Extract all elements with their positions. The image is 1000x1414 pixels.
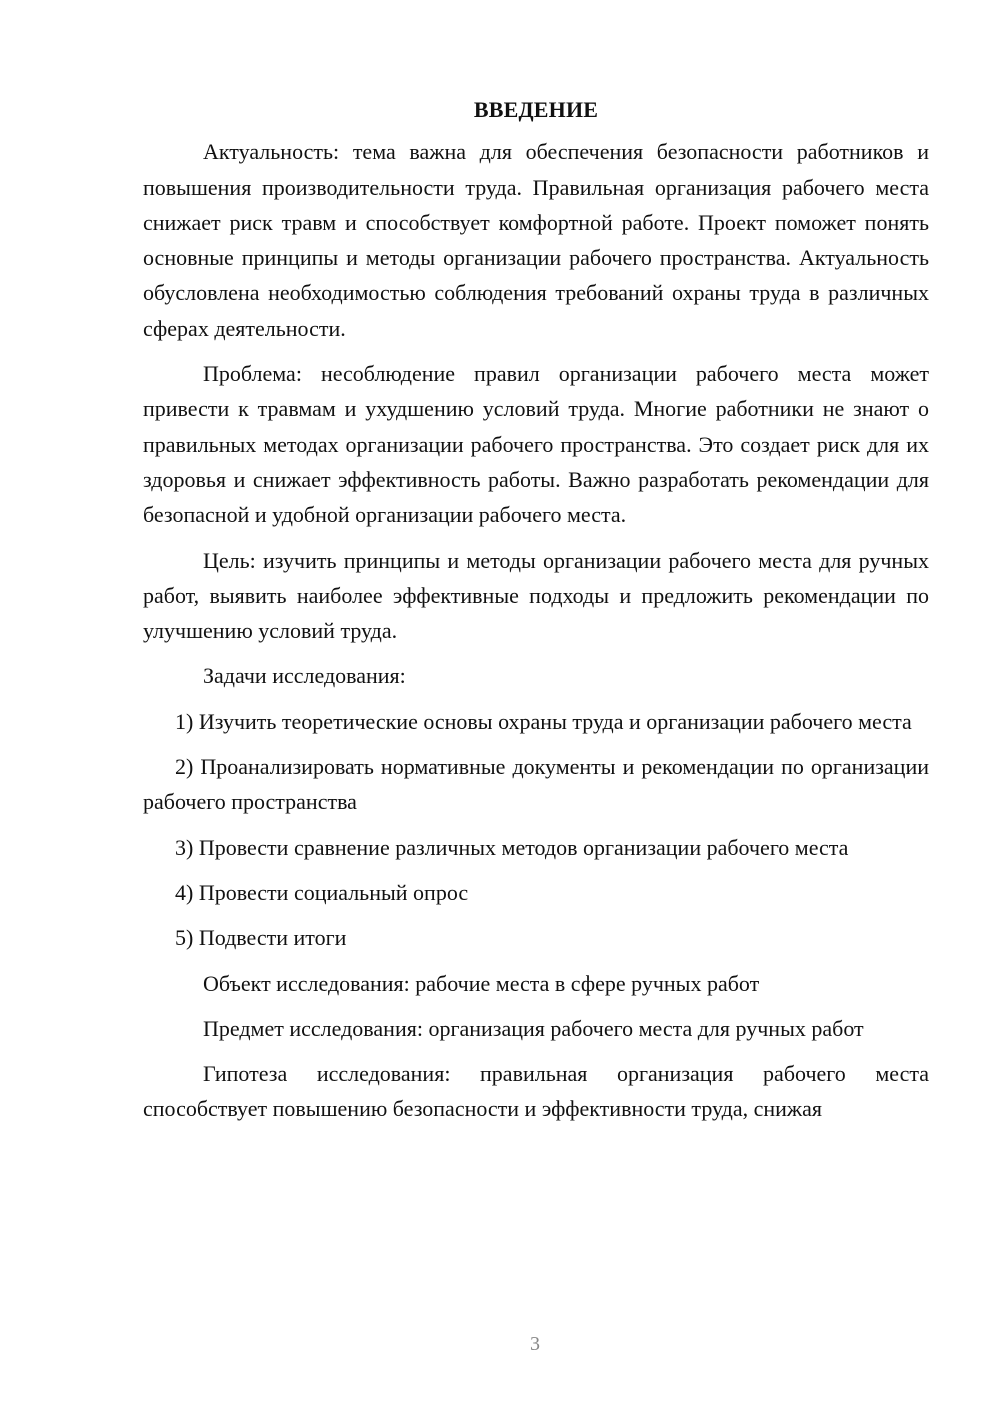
task-item: 1) Изучить теоретические основы охраны труда и организации рабочего места	[175, 708, 912, 734]
paragraph-relevance: Актуальность: тема важна для обеспечения безопасности работников и повышения производительности труда. Правильная организация рабочего места снижает риск травм и способствует комфортной работе. Проект поможет понять основные принципы и методы организации рабочего пространства. Актуальность обусловлена необходимостью соблюдения требований охраны труда в различных сферах деятельности.	[143, 139, 929, 341]
section-title: ВВЕДЕНИЕ	[473, 97, 599, 122]
task-item: 2) Проанализировать нормативные документы и рекомендации по организации рабочего пространства	[143, 754, 929, 815]
page-content	[143, 92, 929, 1137]
task-item: 4) Провести социальный опрос	[175, 879, 469, 905]
tasks-heading: Задачи исследования:	[203, 663, 406, 689]
paragraph-problem: Проблема: несоблюдение правил организации рабочего места может привести к травмам и ухудшению условий труда. Многие работники не знают о правильных методах организации рабочего пространства. Это создает риск для их здоровья и снижает эффективность работы. Важно разработать рекомендации для безопасной и удобной организации рабочего места.	[143, 361, 929, 528]
paragraph-hypothesis: Гипотеза исследования: правильная организация рабочего места способствует повышению безопасности и эффективности труда, снижая	[143, 1061, 929, 1122]
task-item: 5) Подвести итоги	[175, 925, 347, 951]
paragraph-object: Объект исследования: рабочие места в сфере ручных работ	[203, 970, 760, 996]
paragraph-goal: Цель: изучить принципы и методы организации рабочего места для ручных работ, выявить наиболее эффективные подходы и предложить рекомендации по улучшению условий труда.	[143, 547, 929, 644]
page-number: 3	[530, 1333, 540, 1355]
task-item: 3) Провести сравнение различных методов организации рабочего места	[175, 834, 849, 860]
paragraph-subject: Предмет исследования: организация рабочего места для ручных работ	[203, 1015, 864, 1041]
